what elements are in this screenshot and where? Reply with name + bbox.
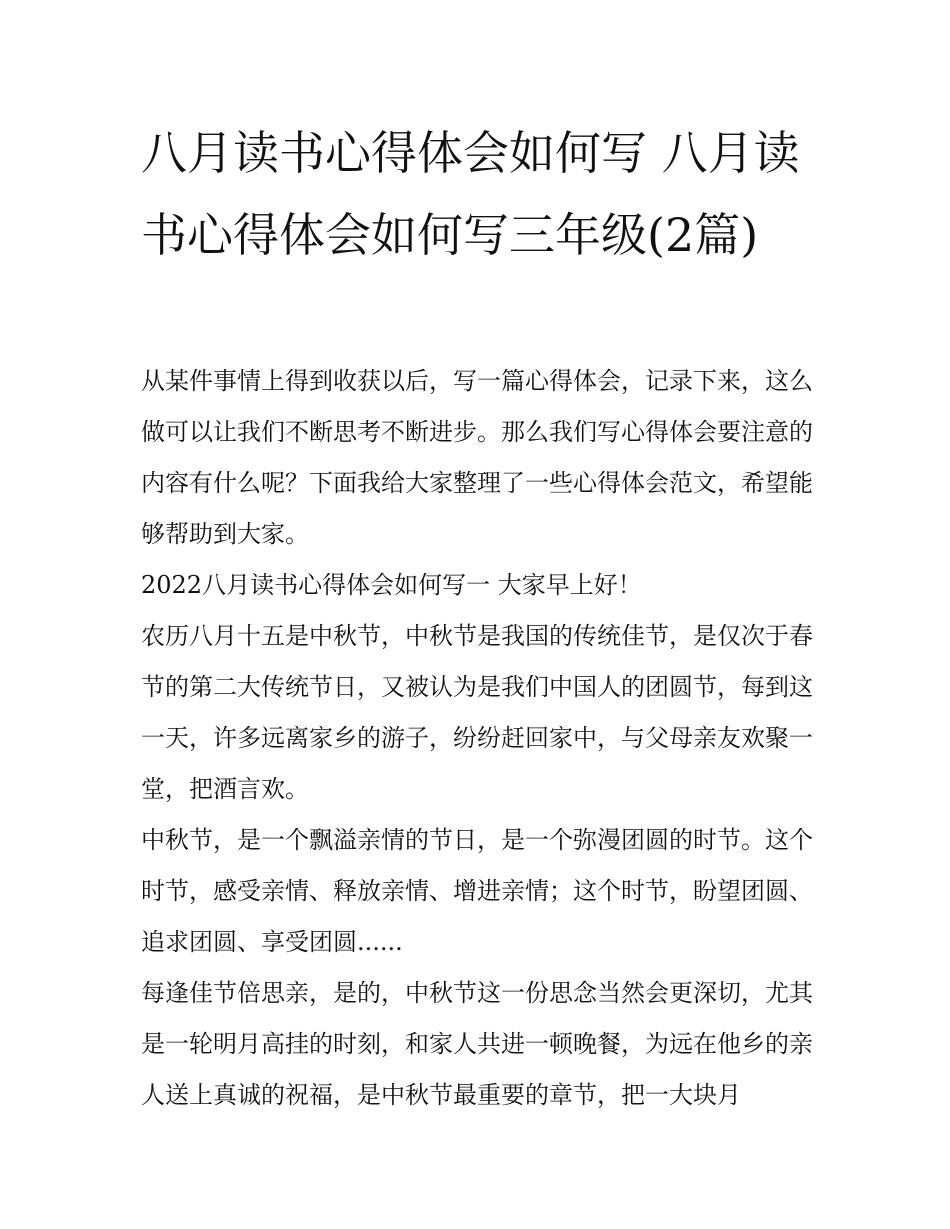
paragraph-missing-family: 每逢佳节倍思亲，是的，中秋节这一份思念当然会更深切，尤其是一轮明月高挂的时刻，和家人共进一顿晚餐，为远在他乡的亲人送上真诚的祝福，是中秋节最重要的章节，把一大块月 <box>141 979 813 1109</box>
paragraph-greeting: 2022八月读书心得体会如何写一 大家早上好！ <box>141 571 642 599</box>
document-body <box>141 356 813 1121</box>
paragraph-mid-autumn-family: 中秋节，是一个飘溢亲情的节日，是一个弥漫团圆的时节。这个时节，感受亲情、释放亲情、增进亲情；这个时节，盼望团圆、追求团圆、享受团圆...... <box>141 826 813 956</box>
paragraph-intro: 从某件事情上得到收获以后，写一篇心得体会，记录下来，这么做可以让我们不断思考不断进步。那么我们写心得体会要注意的内容有什么呢？下面我给大家整理了一些心得体会范文，希望能够帮助到大家。 <box>141 367 813 548</box>
document-title: 八月读书心得体会如何写 八月读书心得体会如何写三年级(2篇) <box>141 126 800 262</box>
paragraph-mid-autumn-intro: 农历八月十五是中秋节，中秋节是我国的传统佳节，是仅次于春节的第二大传统节日，又被认为是我们中国人的团圆节，每到这一天，许多远离家乡的游子，纷纷赶回家中，与父母亲友欢聚一堂，把酒言欢。 <box>141 622 813 803</box>
